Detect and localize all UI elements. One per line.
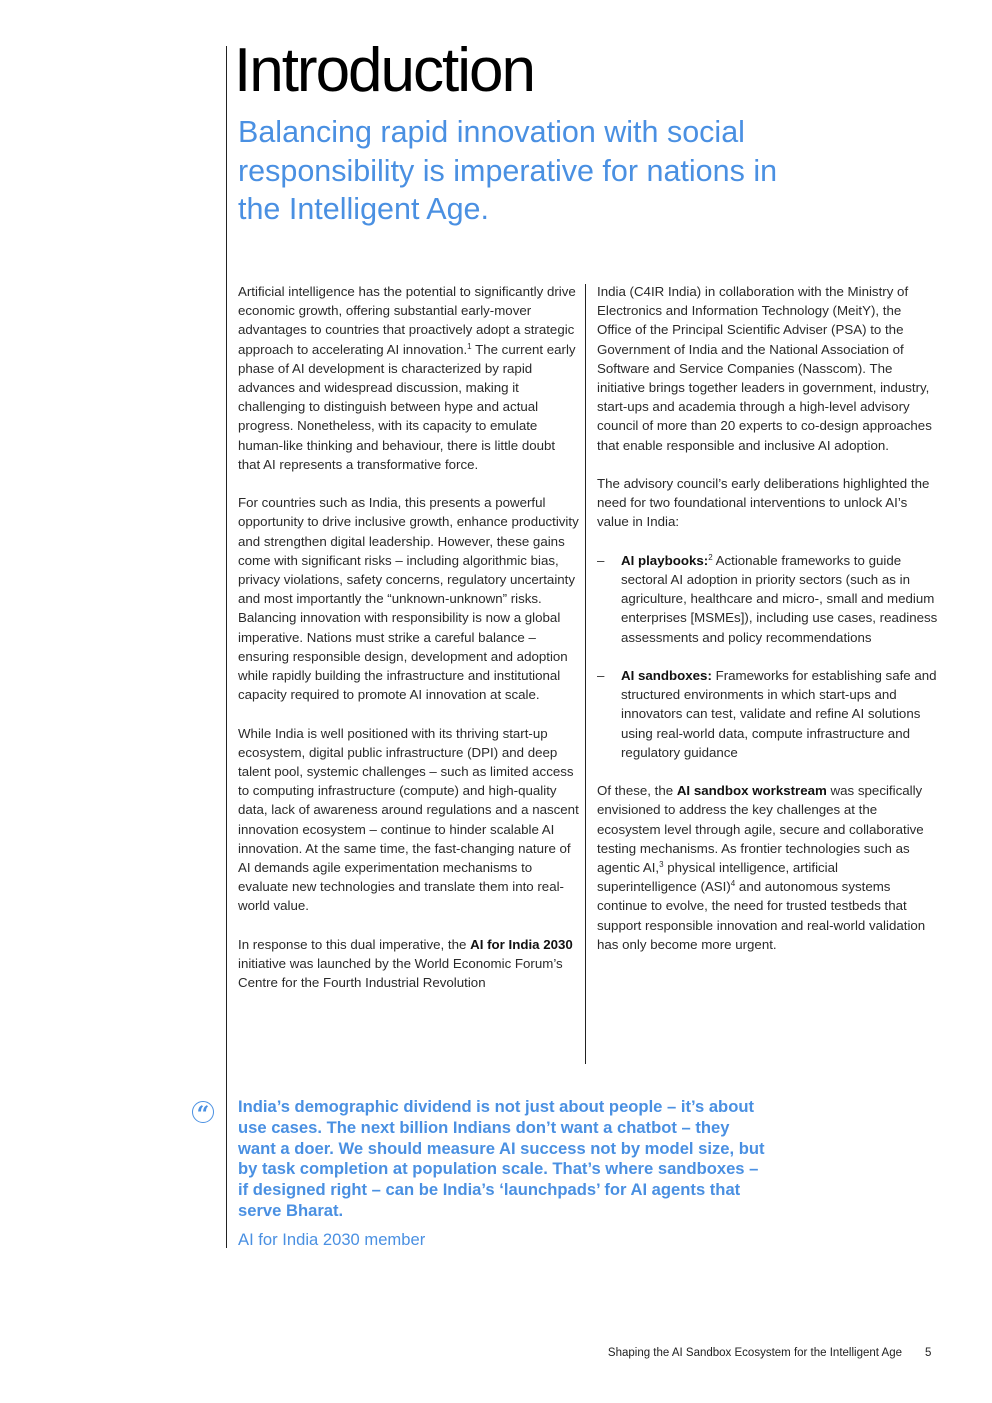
page-subtitle: Balancing rapid innovation with social responsibility is imperative for nations in the Intelligent Age. [238, 115, 778, 226]
bullet-ai-sandboxes: – AI sandboxes: Frameworks for establishing safe and structured environments in which start-ups and innovators can test, validate and refine AI solutions using real-world data, compute infrastructure and regulatory guidance [597, 668, 937, 760]
left-paragraph-1: Artificial intelligence has the potential to significantly drive economic growth, offering substantial early-mover advantages to countries that proactively adopt a strategic approach to accelerating AI innovation.$^1$ The current early phase of AI development is characterized by rapid advances and widespread discussion, making it challenging to distinguish between hype and actual progress. Nonetheless, with its capacity to emulate human-like thinking and behaviour, there is little doubt that AI represents a transformative force. [238, 284, 576, 472]
page-number: 5 [925, 1347, 932, 1359]
footnote-ref-2[interactable]: 2 [708, 552, 713, 562]
right-paragraph-2: The advisory council’s early deliberations highlighted the need for two foundational interventions to unlock AI’s value in India: [597, 476, 930, 530]
right-column [597, 282, 939, 973]
right-paragraph-3: Of these, the AI sandbox workstream was specifically envisioned to address the key challenges at the ecosystem level through agile, secure and collaborative testing mechanisms. As frontier technologies such as agentic AI,$^3$ physical intelligence, artificial superintelligence (ASI)$^4$ and autonomous systems continue to evolve, the need for trusted testbeds that support responsible innovation and real-world validation has only become more urgent. [597, 783, 926, 952]
footnote-ref-4[interactable]: 4 [730, 879, 736, 889]
footnote-ref-3[interactable]: 3 [659, 860, 664, 870]
bullet-dash: – [597, 552, 605, 568]
left-paragraph-2: For countries such as India, this presents a powerful opportunity to drive inclusive growth, enhance productivity and strengthen digital leadership. However, these gains come with significant risks – including algorithmic bias, privacy violations, safety concerns, regulatory uncertainty and most importantly the “unknown-unknown” risks. Balancing innovation with responsibility is now a global imperative. Nations must strike a careful balance – ensuring responsible design, development and adoption while rapidly building the infrastructure and institutional capacity required to promote AI innovation at scale. [238, 495, 579, 703]
left-paragraph-4: In response to this dual imperative, the AI for India 2030 initiative was launched by the World Economic Forum’s Centre for the Fourth Industrial Revolution [238, 936, 573, 991]
column-divider [585, 284, 586, 1064]
sandbox-workstream: AI sandbox workstream [676, 783, 827, 799]
quote-attribution: AI for India 2030 member [238, 1230, 426, 1249]
bullet-ai-playbooks: – AI playbooks:$^2$ Actionable frameworks to guide sectoral AI adoption in priority sectors (such as in agriculture, healthcare and micro-, small and medium enterprises [MSMEs]), including use cases, readiness assessments and policy recommendations [597, 552, 938, 645]
footnote-ref-1[interactable]: 1 [467, 341, 472, 351]
footer-document-title: Shaping the AI Sandbox Ecosystem for the Intelligent Age [607, 1347, 902, 1359]
left-vertical-rule [226, 46, 227, 1248]
right-paragraph-1: India (C4IR India) in collaboration with the Ministry of Electronics and Information Technology (MeitY), the Office of the Principal Scientific Adviser (PSA) to the Government of India and the National Association of Software and Service Companies (Nasscom). The initiative brings together leaders in government, industry, start-ups and academia through a high-level advisory council of more than 20 experts to co-design approaches that enable responsible and inclusive AI adoption. [597, 284, 932, 453]
pull-quote: India’s demographic dividend is not just about people – it’s about use cases. The next billion Indians don’t want a chatbot – they want a doer. We should measure AI success not by model size, but by task completion at population scale. That’s where sandboxes – if designed right – can be India’s ‘launchpads’ for AI agents that serve Bharat. [238, 1097, 765, 1220]
left-column [238, 282, 580, 1012]
left-paragraph-3: While India is well positioned with its thriving start-up ecosystem, digital public infrastructure (DPI) and deep talent pool, systemic challenges – such as limited access to computing infrastructure (compute) and high-quality data, lack of awareness around regulations and a nascent innovation ecosystem – continue to hinder scalable AI innovation. At the same time, the fast-changing nature of AI demands agile experimentation mechanisms to evaluate new technologies and translate them into real-world value. [238, 725, 579, 914]
bullet-dash: – [597, 668, 605, 684]
page-title: Introduction [234, 36, 534, 105]
quote-icon: “ [192, 1101, 214, 1123]
initiative-name: AI for India 2030 [470, 936, 573, 952]
